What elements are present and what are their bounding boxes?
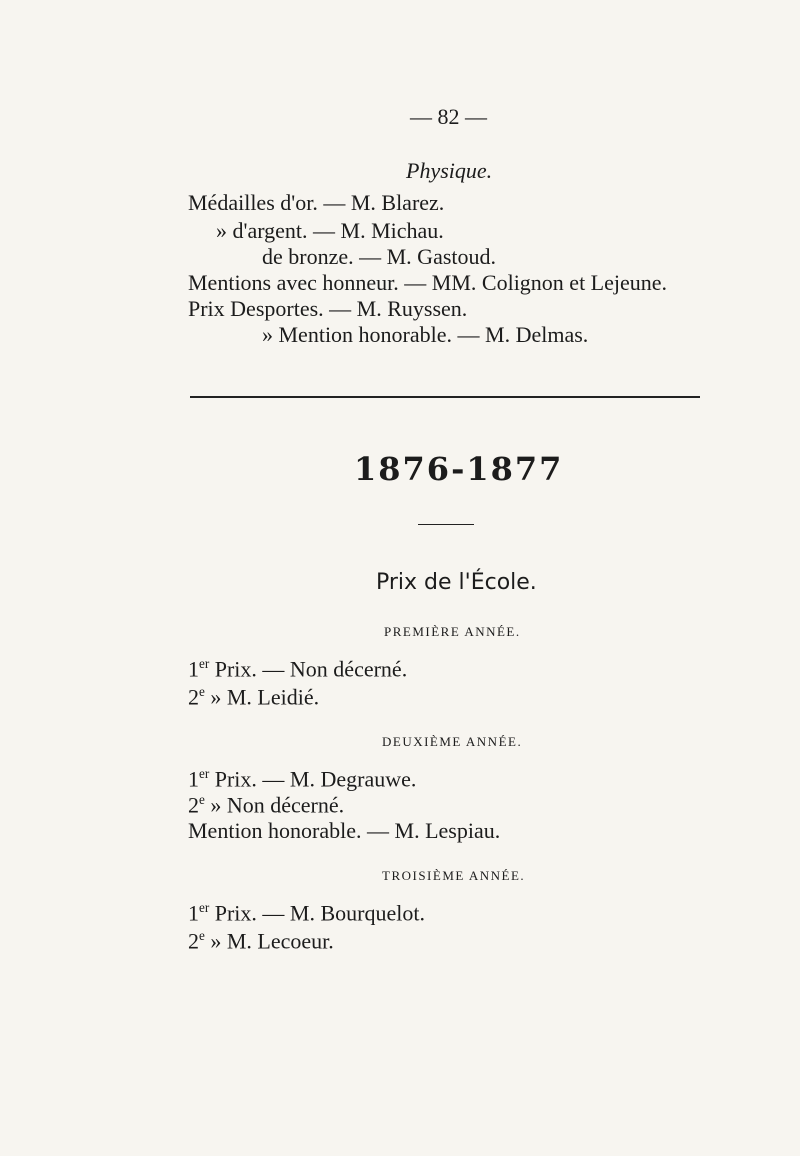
prize-line-text: » M. Lecoeur. [204, 928, 334, 954]
prize-rank-suffix: er [199, 656, 210, 671]
prize-line-text: » M. Leidié. [204, 684, 320, 710]
prize-rank-suffix: e [199, 928, 205, 943]
prize-rank-suffix: e [199, 684, 205, 699]
prize-rank-number: 1 [188, 656, 199, 682]
prize-line-text: Prix. — Non décerné. [209, 656, 408, 682]
page-number: — 82 — [410, 104, 487, 129]
physique-line: » Mention honorable. — M. Delmas. [262, 322, 589, 347]
prize-rank-number: 2 [188, 684, 199, 710]
physique-line: » d'argent. — M. Michau. [216, 218, 444, 243]
prize-line [188, 928, 334, 954]
section-divider [190, 396, 700, 398]
prize-rank-number: 2 [188, 792, 199, 818]
physique-line: Prix Desportes. — M. Ruyssen. [188, 296, 468, 321]
year-heading-deuxieme: DEUXIÈME ANNÉE. [382, 734, 523, 749]
year-heading-premiere: PREMIÈRE ANNÉE. [384, 624, 521, 639]
prize-line [188, 656, 407, 682]
year-title: 1876-1877 [354, 450, 564, 488]
mention-line: Mention honorable. — M. Lespiau. [188, 818, 501, 843]
prize-line-text: Prix. — M. Bourquelot. [209, 900, 425, 926]
physique-line: de bronze. — M. Gastoud. [262, 244, 497, 269]
prize-rank-number: 2 [188, 928, 199, 954]
prix-ecole-title: Prix de l'École. [376, 570, 537, 595]
prize-line [188, 792, 344, 818]
prize-line-text: » Non décerné. [204, 792, 345, 818]
section-title-physique: Physique. [406, 158, 493, 183]
prize-line-text: Prix. — M. Degrauwe. [209, 766, 417, 792]
prize-rank-number: 1 [188, 766, 199, 792]
prize-line [188, 766, 416, 792]
short-divider [418, 524, 474, 525]
year-heading-troisieme: TROISIÈME ANNÉE. [382, 868, 526, 883]
prize-rank-number: 1 [188, 900, 199, 926]
prize-rank-suffix: er [199, 766, 210, 781]
physique-line: Mentions avec honneur. — MM. Colignon et Lejeune. [188, 270, 668, 295]
prize-rank-suffix: er [199, 900, 210, 915]
prize-rank-suffix: e [199, 792, 205, 807]
prize-line [188, 684, 319, 710]
physique-line: Médailles d'or. — M. Blarez. [188, 190, 445, 215]
prize-line [188, 900, 425, 926]
